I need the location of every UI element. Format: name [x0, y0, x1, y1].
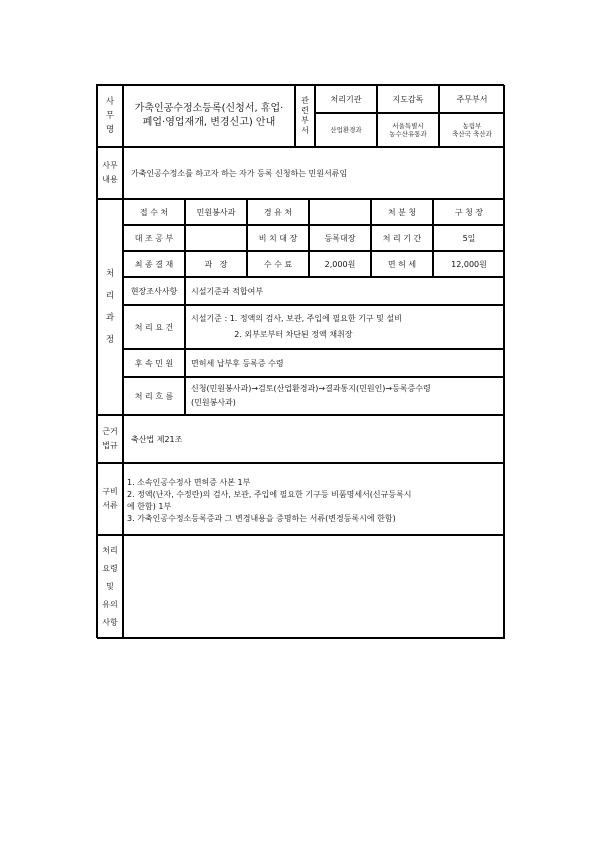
grid-final-label-2: 수 수 료: [263, 259, 293, 269]
docs-label: 구비 서류: [102, 487, 118, 510]
process-label: 처 리 과 정: [105, 268, 115, 345]
basis-text: 축산법 제21조: [131, 434, 183, 444]
docs-line-1: 1. 소속인공수정사 면허증 사본 1부: [127, 478, 251, 487]
grid-compare-label-3: 처 리 기 간: [382, 233, 422, 243]
val-supervision: 서울특별시 농수산유통과: [389, 122, 427, 138]
col-supervision: 지도감독: [392, 94, 424, 104]
grid-final-value-1: 과 장: [204, 259, 228, 269]
docs-line-4: 3. 가축인공수정소등록증과 그 변경내용을 증명하는 서류(변경등록시에 한함): [127, 514, 396, 523]
col-main-dept: 주무부서: [456, 94, 488, 104]
grid-compare-label-1: 대 조 공 부: [134, 233, 174, 243]
grid-receipt-label-1: 접 수 처: [139, 207, 169, 217]
desc-label: 사무 내용: [102, 161, 118, 184]
grid-compare-value-2: 등록대장: [324, 233, 356, 243]
row-text-followup: 면허세 납부후 등록증 수령: [191, 358, 284, 368]
row-label-followup: 후 속 민 원: [134, 358, 174, 368]
row-label-flow: 처 리 흐 름: [134, 391, 174, 401]
grid-final-label-3: 면 허 세: [387, 259, 417, 269]
row-text-requirements: 시설기준 : 1. 정액의 검사, 보관, 주입에 필요한 기구 및 설비 2. 외부로부터 차단된 정액 채취장: [191, 314, 402, 339]
grid-final-value-3: 12,000원: [451, 259, 487, 269]
row-label-requirements: 처 리 요 건: [134, 322, 174, 332]
document-form: [96, 84, 504, 638]
grid-receipt-label-2: 경 유 처: [263, 207, 293, 217]
grid-final-label-1: 최 종 결 재: [134, 259, 174, 269]
basis-label: 근거 법규: [102, 427, 118, 450]
grid-receipt-value-1: 민원봉사과: [196, 207, 236, 217]
grid-compare-value-3: 5일: [462, 233, 476, 243]
docs-line-2: 2. 정액(난자, 수정란)의 검사, 보관, 주입에 필요한 기구등 비품명세서(신규등록시: [127, 490, 412, 499]
grid-receipt-label-3: 처 분 청: [387, 207, 417, 217]
val-processing-agency: 산업환경과: [330, 126, 362, 134]
notes-label: 처리 요령 및 유의 사항: [102, 546, 118, 627]
row-text-field-survey: 시설기준과 적합여부: [191, 286, 264, 296]
docs-line-3: 에 한함) 1부: [127, 502, 172, 511]
row-label-field-survey: 현장조사사항: [130, 286, 178, 296]
row-text-flow: 신청(민원봉사과)→검토(산업환경과)→결과통지(민원인)→등록증수령 (민원봉사과): [191, 384, 431, 407]
grid-receipt-value-3: 구 청 장: [454, 207, 484, 217]
related-dept-label: 관 련 부 서: [301, 96, 309, 135]
grid-receipt-value-2: [309, 199, 371, 225]
header-label: 사 무 명: [105, 97, 115, 135]
grid-compare-value-1: [185, 225, 247, 251]
col-processing-agency: 처리기관: [330, 94, 362, 104]
notes-text: [127, 535, 497, 639]
grid-compare-label-2: 비 치 대 장: [258, 233, 298, 243]
val-main-dept: 농림부 축산국 축산과: [452, 122, 492, 138]
desc-text: 가축인공수정소를 하고자 하는 자가 등록 신청하는 민원서류임: [131, 168, 348, 178]
grid-final-value-2: 2,000원: [324, 259, 356, 269]
page-title: 가축인공수정소등록(신청서, 휴업·폐업·영업재개, 변경신고) 안내: [134, 103, 284, 128]
